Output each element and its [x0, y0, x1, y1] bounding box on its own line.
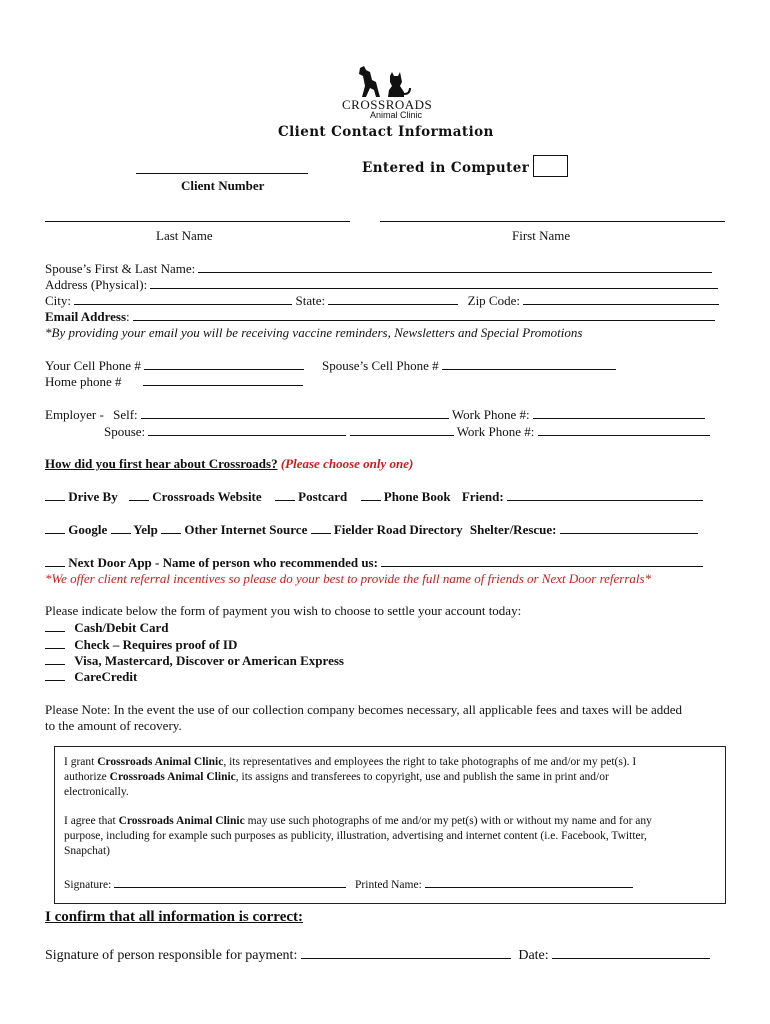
- work-phone-spouse-field[interactable]: [538, 424, 710, 436]
- work-phone-self-field[interactable]: [533, 407, 705, 419]
- release-line-4: I agree that Crossroads Animal Clinic may use such photographs of me and/or my pet(s) with or without my name and for any: [64, 815, 652, 827]
- city-field[interactable]: [74, 293, 292, 305]
- city-row: [45, 293, 719, 309]
- spouse-name-row: [45, 261, 712, 277]
- source-postcard: Postcard: [298, 489, 348, 504]
- cat-and-dog-silhouette-icon: [354, 64, 414, 98]
- source-shelter-rescue: Shelter/Rescue:: [469, 522, 557, 537]
- source-google: Google: [68, 522, 108, 537]
- form-title: Client Contact Information: [278, 124, 494, 140]
- yelp-check[interactable]: [111, 522, 131, 534]
- release-signature-row: [64, 876, 633, 891]
- self-label: Self:: [113, 407, 138, 422]
- hear-question-row: [45, 456, 413, 472]
- last-name-line[interactable]: [45, 210, 350, 226]
- email-colon: :: [126, 309, 130, 324]
- payment-card-label: Visa, Mastercard, Discover or American Express: [74, 653, 344, 668]
- employer-self-field[interactable]: [141, 407, 449, 419]
- source-website: Crossroads Website: [152, 489, 262, 504]
- check-check[interactable]: [45, 637, 65, 649]
- source-fielder-road: Fielder Road Directory: [333, 522, 463, 537]
- email-label: Email Address: [45, 309, 127, 324]
- source-yelp: Yelp: [133, 522, 158, 537]
- next-door-label: Next Door App - Name of person who recommended us:: [68, 555, 378, 570]
- website-check[interactable]: [129, 489, 149, 501]
- hear-question: How did you first hear about Crossroads?: [45, 456, 278, 471]
- payment-option-cash: [45, 620, 169, 636]
- first-name-label: First Name: [512, 228, 571, 243]
- clinic-name-1: Crossroads Animal Clinic: [97, 756, 224, 768]
- confirm-heading: I confirm that all information is correct:: [45, 909, 303, 925]
- release-line-6: Snapchat): [64, 845, 110, 857]
- payment-option-card: [45, 653, 344, 669]
- google-check[interactable]: [45, 522, 65, 534]
- source-other-internet: Other Internet Source: [184, 522, 308, 537]
- entered-in-computer-checkbox[interactable]: [533, 155, 568, 177]
- sources-row-2: [45, 522, 698, 538]
- address-label: Address (Physical):: [45, 277, 148, 292]
- source-friend: Friend:: [461, 489, 504, 504]
- first-name-line[interactable]: [380, 210, 725, 226]
- date-field[interactable]: [552, 945, 710, 959]
- client-number-line[interactable]: [136, 162, 308, 178]
- release-signature-label: Signature:: [64, 879, 112, 891]
- logo-subtitle: Animal Clinic: [370, 110, 423, 120]
- home-phone-label: Home phone #: [45, 374, 122, 389]
- payment-option-carecredit: [45, 669, 137, 685]
- home-phone-row: [45, 374, 303, 390]
- last-name-label: Last Name: [156, 228, 213, 243]
- carecredit-check[interactable]: [45, 669, 65, 681]
- email-field[interactable]: [133, 309, 715, 321]
- spouse-cell-label: Spouse’s Cell Phone #: [322, 358, 439, 373]
- clinic-logo: [330, 64, 440, 124]
- release-printed-name-label: Printed Name:: [355, 879, 422, 891]
- referral-note: *We offer client referral incentives so please do your best to provide the full name of friends or Next Door referrals*: [45, 571, 652, 586]
- client-number-label: Client Number: [181, 178, 265, 193]
- spouse-cell-row: [322, 358, 616, 374]
- logo-name: CROSSROADS: [342, 97, 433, 112]
- zip-label: Zip Code:: [467, 293, 520, 308]
- work-phone-self-label: Work Phone #:: [451, 407, 530, 422]
- home-phone-field[interactable]: [143, 374, 303, 386]
- payment-signature-field[interactable]: [301, 945, 511, 959]
- next-door-field[interactable]: [381, 555, 703, 567]
- spouse-name-field[interactable]: [198, 261, 712, 273]
- collection-note-line-1: Please Note: In the event the use of our collection company becomes necessary, all applicable fees and taxes will be added: [45, 702, 682, 717]
- release-line-1: I grant Crossroads Animal Clinic, its representatives and employees the right to take photographs of me and/or my pet(s). I: [64, 756, 637, 768]
- payment-cash-label: Cash/Debit Card: [74, 620, 169, 635]
- city-label: City:: [45, 293, 72, 308]
- sources-row-1: [45, 489, 703, 505]
- zip-field[interactable]: [523, 293, 719, 305]
- employer-self-row: [45, 407, 705, 423]
- release-printed-name-field[interactable]: [425, 876, 633, 888]
- other-internet-check[interactable]: [161, 522, 181, 534]
- payment-signature-row: [45, 945, 710, 964]
- employer-label: Employer -: [45, 407, 104, 422]
- employer-spouse-row: [104, 424, 710, 440]
- address-row: [45, 277, 718, 293]
- cell-phone-field[interactable]: [144, 358, 304, 370]
- release-signature-field[interactable]: [114, 876, 346, 888]
- payment-carecredit-label: CareCredit: [74, 669, 138, 684]
- date-label: Date:: [518, 948, 549, 963]
- cash-check[interactable]: [45, 620, 65, 632]
- email-row: [45, 309, 715, 325]
- employer-spouse-field-2[interactable]: [350, 424, 454, 436]
- address-field[interactable]: [150, 277, 718, 289]
- clinic-name-3: Crossroads Animal Clinic: [118, 815, 245, 827]
- phone-book-check[interactable]: [361, 489, 381, 501]
- friend-field[interactable]: [507, 489, 703, 501]
- payment-check-label: Check – Requires proof of ID: [74, 637, 238, 652]
- source-drive-by: Drive By: [68, 489, 118, 504]
- cell-phone-row: [45, 358, 304, 374]
- shelter-field[interactable]: [560, 522, 698, 534]
- spouse-employer-label: Spouse:: [104, 424, 146, 439]
- drive-by-check[interactable]: [45, 489, 65, 501]
- email-note: *By providing your email you will be receiving vaccine reminders, Newsletters and Special Promotions: [45, 325, 583, 340]
- card-check[interactable]: [45, 653, 65, 665]
- postcard-check[interactable]: [275, 489, 295, 501]
- spouse-name-label: Spouse’s First & Last Name:: [45, 261, 196, 276]
- work-phone-spouse-label: Work Phone #:: [456, 424, 535, 439]
- state-label: State:: [295, 293, 326, 308]
- release-line-3: electronically.: [64, 786, 129, 798]
- clinic-name-2: Crossroads Animal Clinic: [109, 771, 236, 783]
- payment-option-check: [45, 637, 237, 653]
- next-door-row: [45, 555, 703, 571]
- hear-instruction: (Please choose only one): [280, 456, 414, 471]
- fielder-check[interactable]: [311, 522, 331, 534]
- payment-intro: Please indicate below the form of payment you wish to choose to settle your account today:: [45, 603, 522, 618]
- cell-phone-label: Your Cell Phone #: [45, 358, 141, 373]
- collection-note-line-2: to the amount of recovery.: [45, 718, 182, 733]
- payment-signature-label: Signature of person responsible for payment:: [45, 948, 298, 963]
- release-line-5: purpose, including for example such purposes as publicity, illustration, advertising and internet content (i.e. Facebook, Twitter,: [64, 830, 647, 842]
- entered-in-computer-label: Entered in Computer: [362, 160, 530, 176]
- employer-spouse-field[interactable]: [148, 424, 346, 436]
- release-line-2: authorize Crossroads Animal Clinic, its assigns and transferees to copyright, use and publish the same in print and/or: [64, 771, 609, 783]
- state-field[interactable]: [328, 293, 458, 305]
- next-door-check[interactable]: [45, 555, 65, 567]
- source-phone-book: Phone Book: [383, 489, 451, 504]
- spouse-cell-field[interactable]: [442, 358, 616, 370]
